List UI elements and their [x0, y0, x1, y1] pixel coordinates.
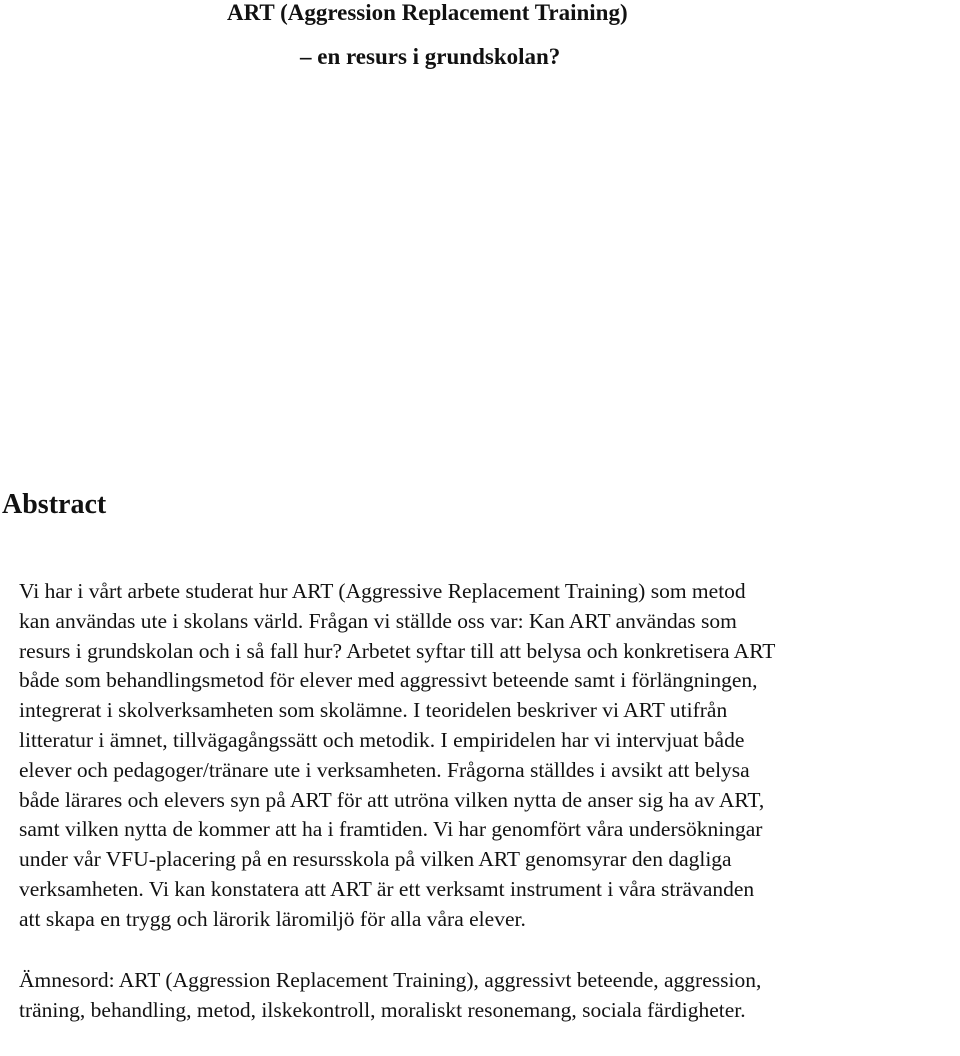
abstract-body — [19, 577, 949, 935]
keywords-line: Ämnesord: ART (Aggression Replacement Training), aggressivt beteende, aggression, — [19, 968, 762, 992]
abstract-line: både som behandlingsmetod för elever med aggressivt beteende samt i förlängningen, — [19, 668, 758, 693]
abstract-line: verksamheten. Vi kan konstatera att ART är ett verksamt instrument i våra strävanden — [19, 876, 755, 901]
abstract-line: kan användas ute i skolans värld. Frågan vi ställde oss var: Kan ART användas som — [19, 608, 737, 633]
abstract-line: att skapa en trygg och lärorik läromiljö för alla våra elever. — [19, 906, 526, 931]
keywords-line: träning, behandling, metod, ilskekontroll, moraliskt resonemang, sociala färdigheter. — [19, 997, 746, 1022]
abstract-line: både lärares och elevers syn på ART för att utröna vilken nytta de anser sig ha av ART, — [19, 787, 765, 812]
abstract-line: under vår VFU-placering på en resursskola på vilken ART genomsyrar den dagliga — [19, 847, 732, 872]
abstract-line: samt vilken nytta de kommer att ha i framtiden. Vi har genomfört våra undersökningar — [19, 817, 763, 842]
abstract-line: integrerat i skolverksamheten som skolämne. I teoridelen beskriver vi ART utifrån — [19, 698, 728, 723]
document-title: ART (Aggression Replacement Training) — [227, 0, 628, 25]
document-subtitle: – en resurs i grundskolan? — [300, 44, 561, 69]
keywords-paragraph — [19, 966, 949, 1026]
abstract-heading: Abstract — [2, 489, 107, 520]
abstract-line: resurs i grundskolan och i så fall hur? Arbetet syftar till att belysa och konkretisera ART — [19, 638, 776, 663]
abstract-line: elever och pedagoger/tränare ute i verksamheten. Frågorna ställdes i avsikt att belysa — [19, 757, 750, 782]
abstract-line: litteratur i ämnet, tillvägagångssätt och metodik. I empiridelen har vi intervjuat både — [19, 727, 745, 752]
abstract-line: Vi har i vårt arbete studerat hur ART (Aggressive Replacement Training) som metod — [19, 579, 746, 603]
